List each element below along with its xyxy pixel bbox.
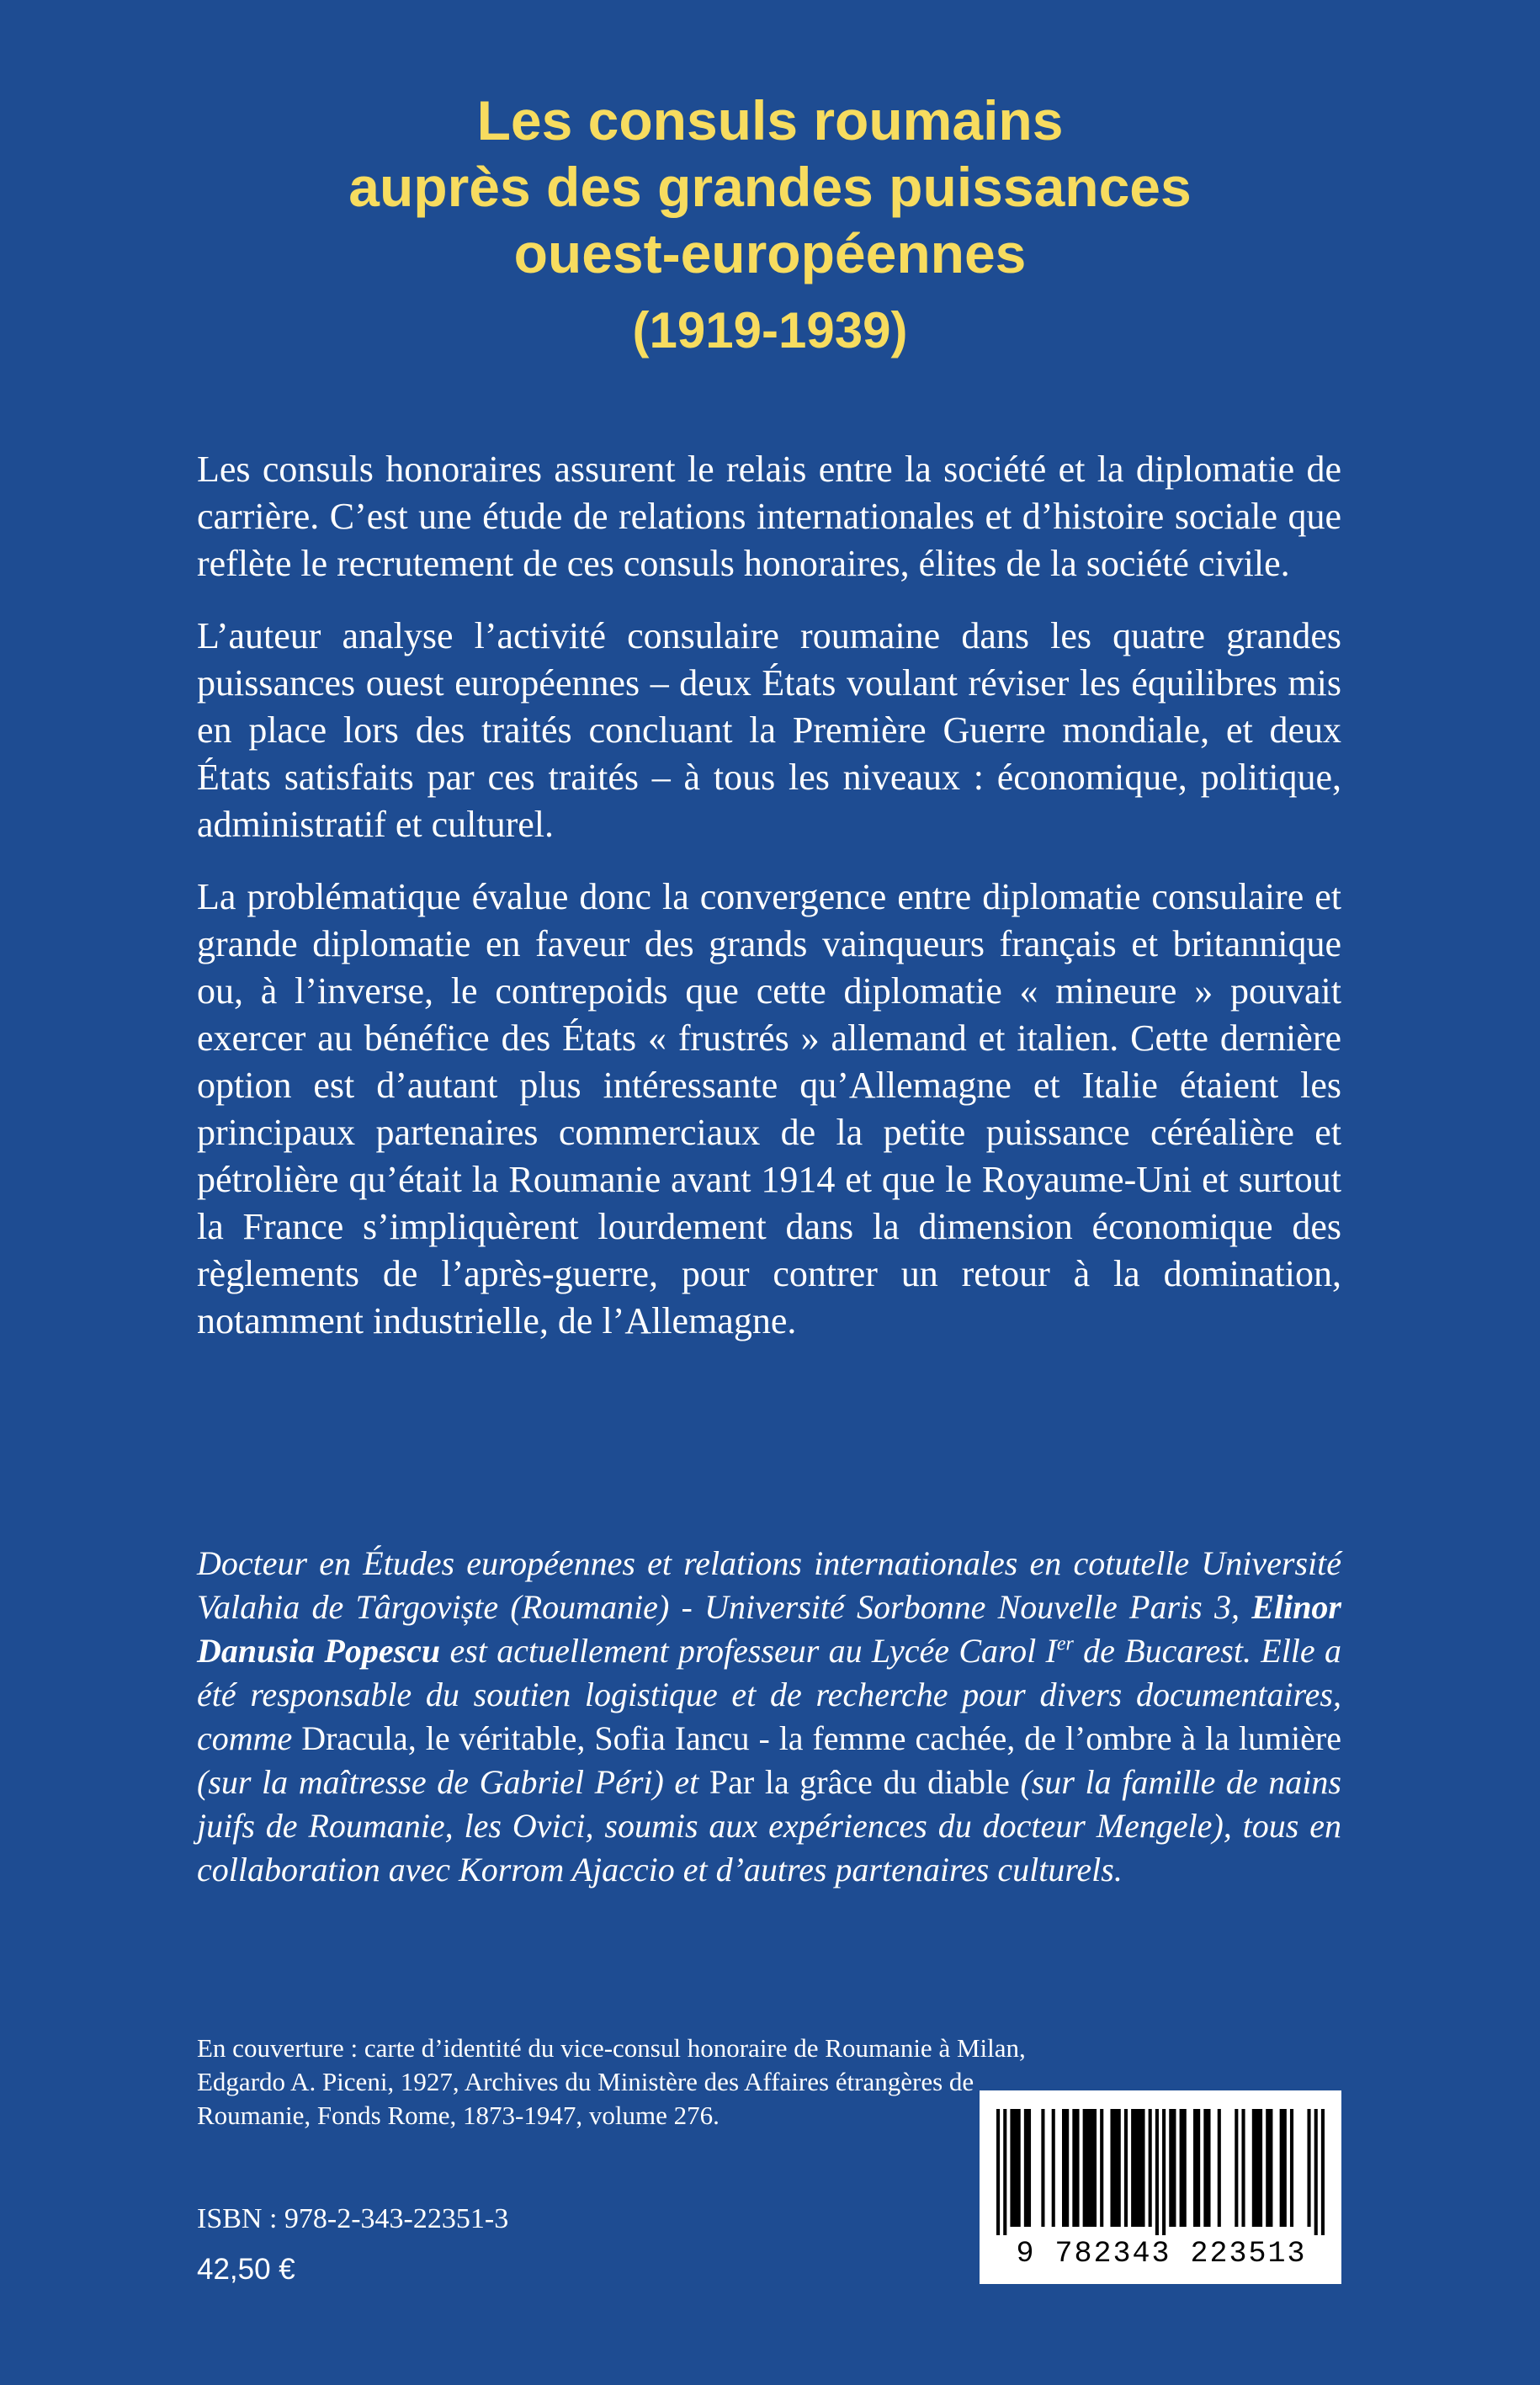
barcode-bar xyxy=(1162,2109,1166,2235)
bio-text-1: Docteur en Études européennes et relations internationales en cotutelle Université Valahia de Târgoviște (Roumanie) - Université Sorbonne Nouvelle Paris 3, xyxy=(197,1544,1341,1626)
bio-text-5: (sur la famille de nains juifs de Roumanie, les Ovici, soumis aux expériences du docteur Mengele), tous en collaboration avec Korrom Ajaccio et d’autres partenaires culturels. xyxy=(197,1763,1341,1888)
summary-paragraph-1: Les consuls honoraires assurent le relais entre la société et la diplomatie de carrière. C’est une étude de relations internationales et d’histoire sociale que reflète le recrutement de ces consuls honoraires, élites de la société civile. xyxy=(197,449,1341,584)
barcode-bar xyxy=(1241,2109,1245,2227)
summary-paragraph-2: L’auteur analyse l’activité consulaire roumaine dans les quatre grandes puissances ouest européennes – deux États voulant réviser les équilibres mis en place lors des traités concluant la Première Guerre mondiale, et deux États satisfaits par ces traités – à tous les niveaux : économique, politique, administratif et culturel. xyxy=(197,615,1341,845)
barcode-bar xyxy=(996,2109,1000,2235)
barcode-bar xyxy=(1062,2109,1069,2227)
price: 42,50 € xyxy=(197,2253,295,2286)
barcode-bar xyxy=(1321,2109,1325,2235)
barcode-bar xyxy=(1003,2109,1006,2235)
bio-text-2: est actuellement professeur au Lycée Carol I xyxy=(440,1632,1057,1670)
barcode-bar xyxy=(1218,2109,1221,2227)
author-bio xyxy=(197,1542,1341,1892)
title-line-2: auprès des grandes puissances xyxy=(348,156,1192,218)
barcode-bar xyxy=(1041,2109,1044,2227)
barcode-bar xyxy=(1203,2109,1210,2227)
barcode-bar xyxy=(1307,2109,1310,2227)
barcode-digits: 9 782343 223513 xyxy=(1016,2237,1307,2271)
barcode-bar xyxy=(1290,2109,1293,2227)
barcode-bar xyxy=(1131,2109,1144,2227)
barcode-bar xyxy=(1314,2109,1318,2235)
barcode-bar xyxy=(1024,2109,1031,2227)
barcode-bar xyxy=(1180,2109,1187,2227)
documentary-title-2: Par la grâce du diable xyxy=(709,1763,1010,1801)
author-name: Elinor Danusia Popescu xyxy=(197,1588,1341,1670)
barcode-bar xyxy=(1149,2109,1152,2227)
barcode-bar xyxy=(1235,2109,1238,2227)
isbn: ISBN : 978-2-343-22351-3 xyxy=(197,2203,509,2234)
barcode-bar xyxy=(1280,2109,1287,2227)
barcode-bar xyxy=(1124,2109,1128,2227)
title-years: (1919-1939) xyxy=(632,302,908,359)
barcode-bar xyxy=(1100,2109,1103,2227)
cover-credit: En couverture : carte d’identité du vice-consul honoraire de Roumanie à Milan, Edgardo A. Piceni, 1927, Archives du Ministère des Affaires étrangères de Roumanie, Fonds Rome, 1873-1947, volume 276. xyxy=(197,2033,1026,2130)
barcode-bar xyxy=(1252,2109,1262,2227)
barcode xyxy=(980,2090,1341,2284)
barcode-bar xyxy=(1072,2109,1079,2227)
back-cover-summary xyxy=(197,446,1341,1370)
book-title xyxy=(0,88,1540,361)
barcode-bar xyxy=(1110,2109,1120,2227)
title-line-3: ouest-européennes xyxy=(513,222,1027,284)
barcode-bar xyxy=(1169,2109,1176,2227)
summary-paragraph-3: La problématique évalue donc la convergence entre diplomatie consulaire et grande diplomatie en faveur des grands vainqueurs français et britannique ou, à l’inverse, le contrepoids que cette diplomatie « mineure » pouvait exercer au bénéfice des États « frustrés » allemand et italien. Cette dernière option est d’autant plus intéressante qu’Allemagne et Italie étaient les principaux partenaires commerciaux de la petite puissance céréalière et pétrolière qu’était la Roumanie avant 1914 et que le Royaume-Uni et surtout la France s’impliquèrent lourdement dans la dimension économique des règlements de l’après-guerre, pour contrer un retour à la domination, notamment industrielle, de l’Allemagne. xyxy=(197,876,1341,1341)
barcode-bar xyxy=(1052,2109,1055,2227)
barcode-bar xyxy=(1193,2109,1200,2227)
barcode-bar xyxy=(1155,2109,1159,2235)
barcode-bar xyxy=(1266,2109,1272,2227)
bio-superscript: er xyxy=(1056,1633,1074,1655)
barcode-bar xyxy=(1083,2109,1097,2227)
barcode-bars-icon xyxy=(996,2109,1325,2235)
title-line-1: Les consuls roumains xyxy=(476,89,1064,151)
bio-text-3: de Bucarest. Elle a été responsable du soutien logistique et de recherche pour divers documentaires, comme xyxy=(197,1632,1341,1757)
bio-text-4: (sur la maîtresse de Gabriel Péri) et xyxy=(197,1763,709,1801)
barcode-bar xyxy=(1010,2109,1020,2227)
documentary-titles-1: Dracula, le véritable, Sofia Iancu - la femme cachée, de l’ombre à la lumière xyxy=(301,1719,1341,1757)
